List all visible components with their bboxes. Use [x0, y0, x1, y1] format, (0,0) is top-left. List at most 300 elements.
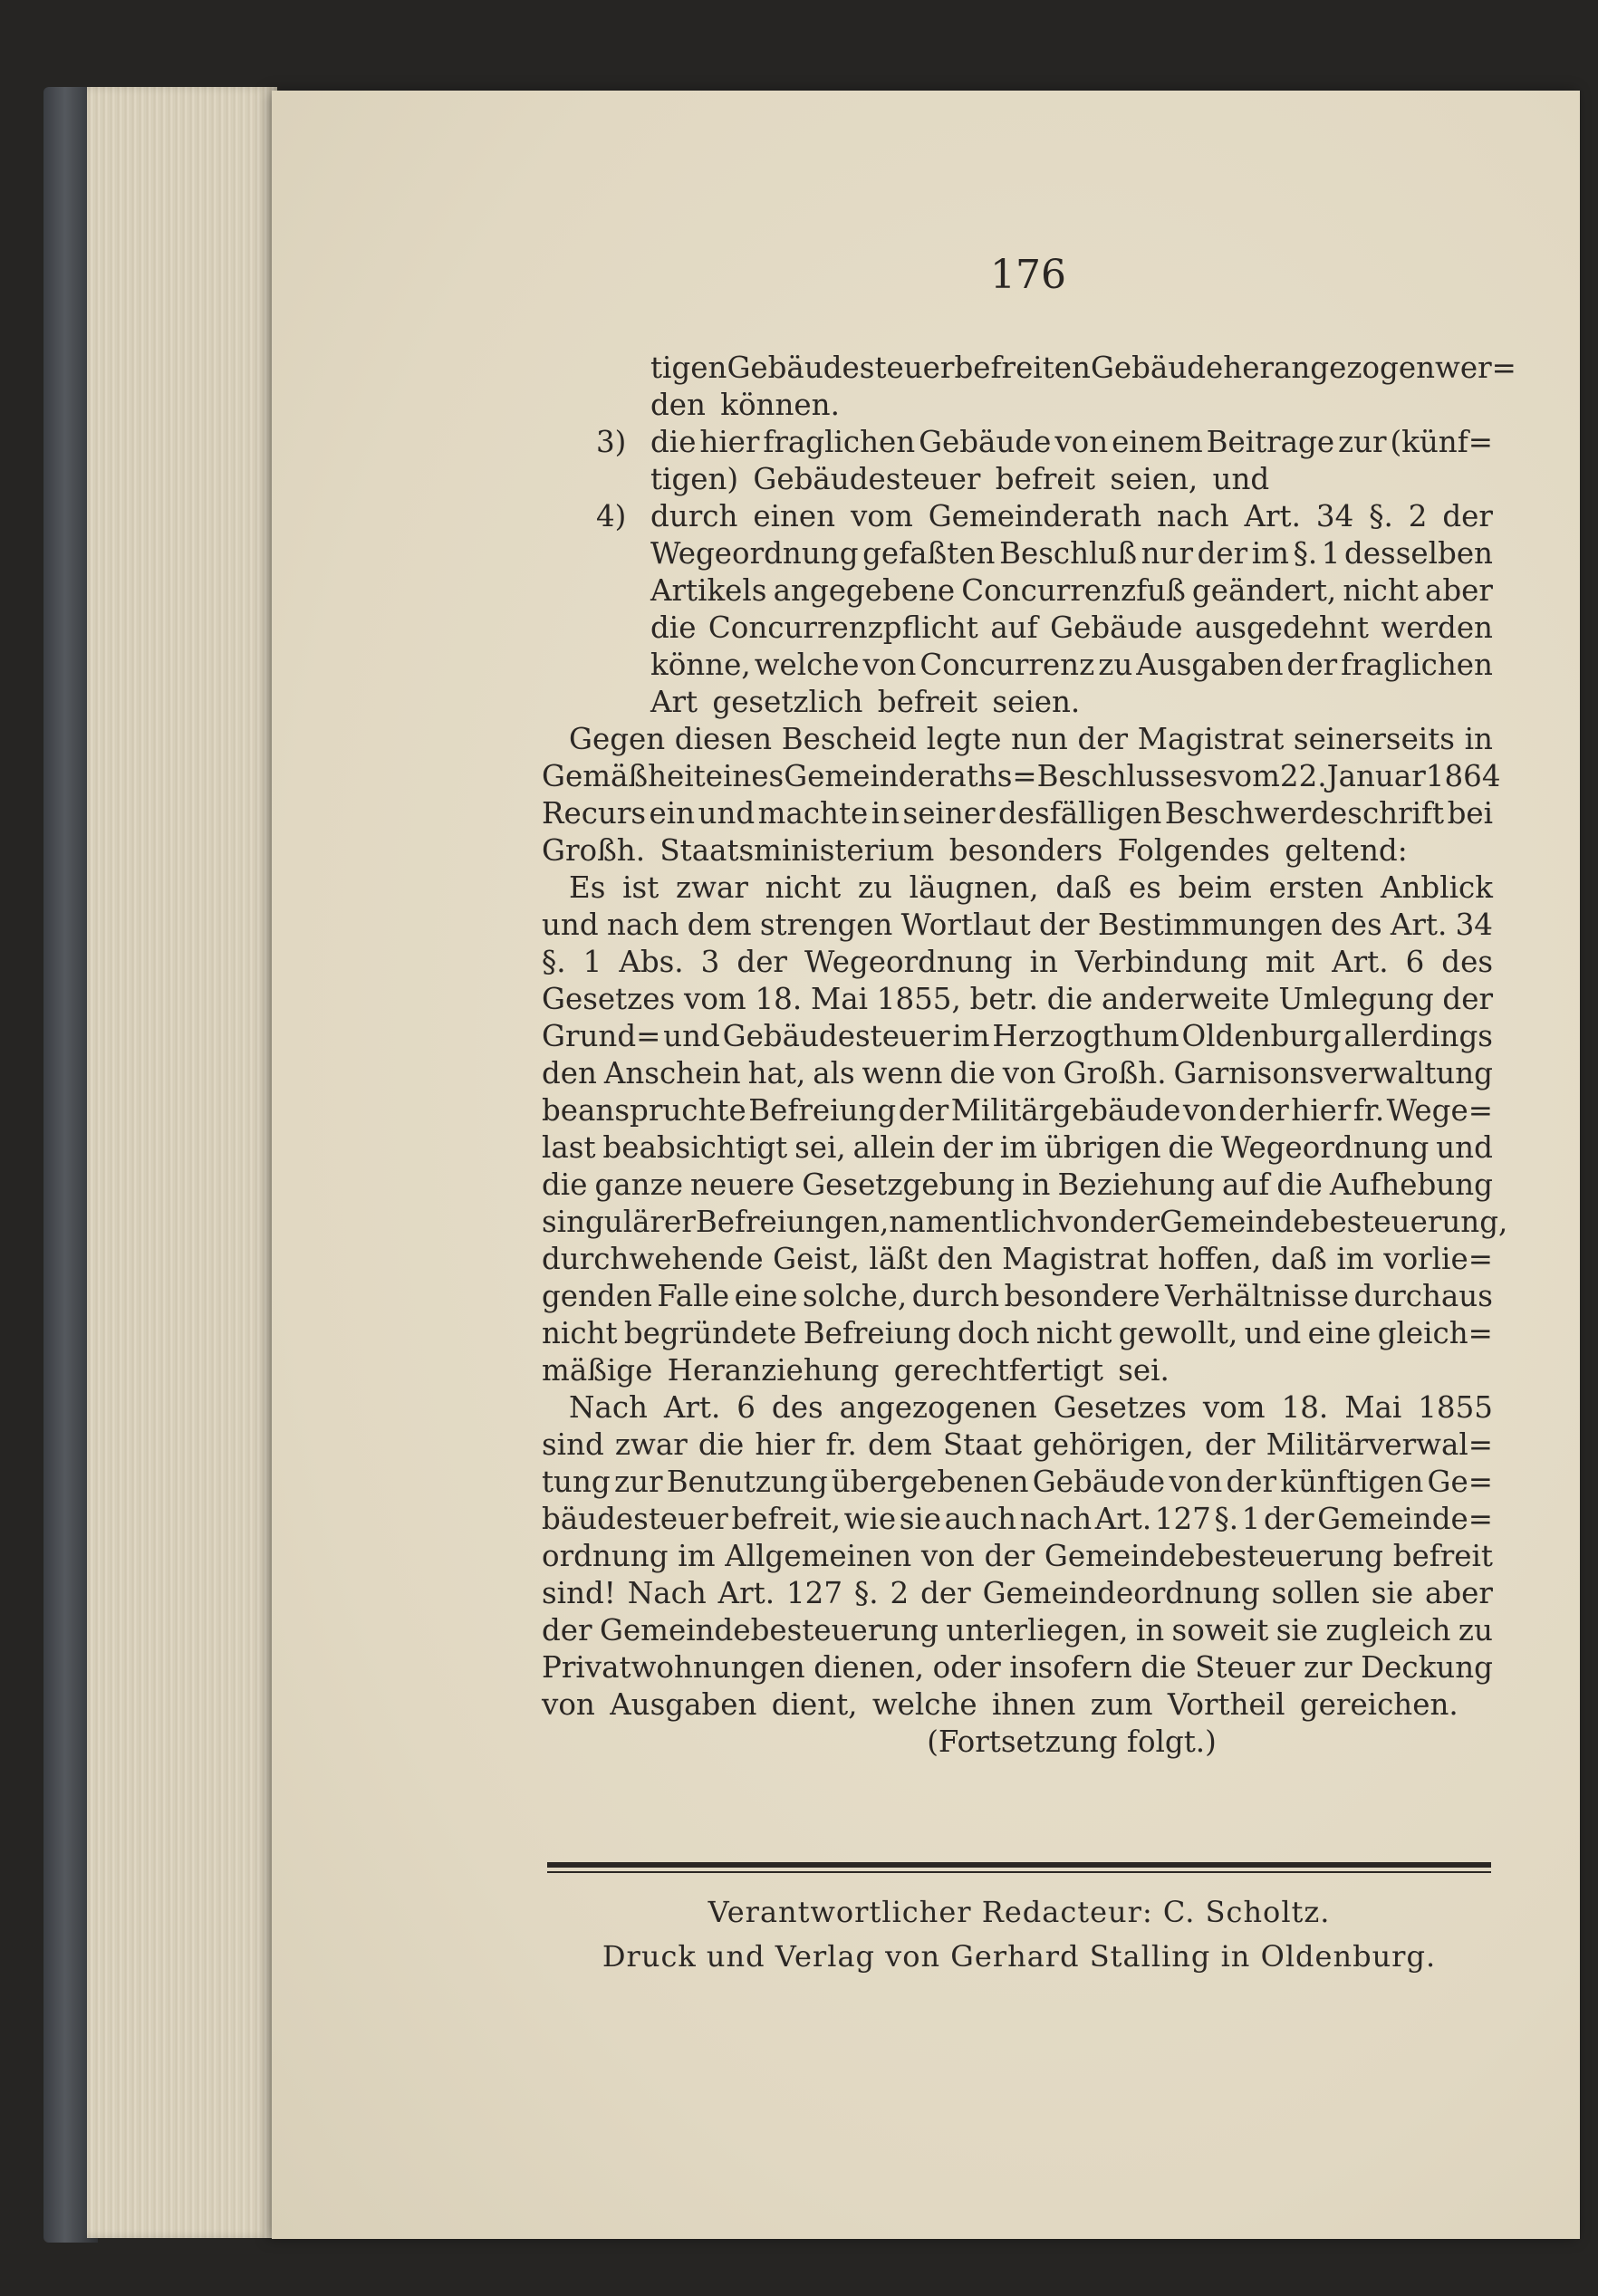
word: diesen	[674, 722, 773, 756]
word: nicht	[1343, 573, 1419, 608]
word: zu	[857, 870, 892, 905]
word: 34	[1315, 499, 1354, 533]
word: übergebenen	[831, 1465, 1029, 1499]
word: Gesetzes	[1053, 1390, 1187, 1425]
word: befreit,	[731, 1502, 842, 1536]
word: Befreiung	[803, 1316, 951, 1350]
word: desselben	[1344, 536, 1493, 571]
word: Nach	[569, 1390, 648, 1425]
word: Recurs	[542, 796, 647, 831]
word: Wortlaut	[900, 908, 1031, 942]
word: des	[771, 1390, 823, 1425]
word: machte	[757, 796, 869, 831]
word: §.	[1214, 1502, 1239, 1536]
word: sie	[1276, 1613, 1319, 1648]
word: im	[678, 1539, 716, 1573]
word: im	[952, 1019, 990, 1053]
word: Gesetzes	[542, 982, 676, 1016]
word: die	[542, 1167, 588, 1202]
word: sind!	[542, 1576, 616, 1610]
word: gehörigen,	[1033, 1427, 1194, 1462]
word: 127	[786, 1576, 843, 1610]
word: 6	[736, 1390, 756, 1425]
word: 6	[1405, 945, 1425, 979]
word: des	[1441, 945, 1493, 979]
list-marker: 3)	[596, 425, 627, 459]
word: gewollt,	[1118, 1316, 1238, 1350]
word: last	[542, 1130, 596, 1165]
text-line	[542, 498, 1493, 535]
word: von	[1054, 425, 1109, 459]
text-line	[542, 907, 1493, 944]
word: Benutzung	[666, 1465, 828, 1499]
word: geändert,	[1191, 573, 1337, 608]
word: Verhältnisse	[1165, 1279, 1350, 1313]
word: Wegeordnung	[650, 536, 859, 571]
text-line	[542, 610, 1493, 647]
word: unterliegen,	[946, 1613, 1129, 1648]
word: daß	[1055, 870, 1112, 905]
text-line	[542, 758, 1501, 795]
word: Gesetzgebung	[802, 1167, 1016, 1202]
word: Befreiungen,	[695, 1205, 890, 1239]
word: in	[1135, 1613, 1165, 1648]
text-line	[542, 944, 1493, 981]
word: seiner	[902, 796, 996, 831]
word: Verbindung	[1074, 945, 1248, 979]
word: nur	[1141, 536, 1194, 571]
word: und	[542, 908, 599, 942]
word: nach	[1019, 1502, 1093, 1536]
word: der	[1263, 1502, 1314, 1536]
text-line	[542, 461, 1493, 498]
word: §.	[853, 1576, 879, 1610]
word: Beschwerdeschrift	[1164, 796, 1445, 831]
word: 18.	[755, 982, 803, 1016]
line-text: den können.	[650, 388, 840, 422]
word: zu	[1098, 648, 1133, 682]
word: sind	[542, 1427, 604, 1462]
word: singulärer	[542, 1205, 696, 1239]
word: vom	[851, 499, 913, 533]
word: der	[1442, 499, 1493, 533]
word: Beschluß	[999, 536, 1138, 571]
text-line	[542, 1389, 1493, 1427]
word: vom	[1218, 759, 1280, 793]
word: Art.	[1332, 945, 1389, 979]
page-stack-edge	[87, 87, 277, 2238]
text-line	[542, 869, 1493, 907]
word: fraglichen	[1341, 648, 1493, 682]
word: nach	[1157, 499, 1229, 533]
word: der	[920, 1576, 971, 1610]
word: wie	[843, 1502, 897, 1536]
word: Garnisonsverwaltung	[1173, 1056, 1493, 1090]
word: §.	[542, 945, 566, 979]
imprint-line: Druck und Verlag von Gerhard Stalling in Oldenburg.	[602, 1939, 1437, 1974]
word: tung	[542, 1465, 611, 1499]
word: Magistrat	[1137, 722, 1285, 756]
word: eine	[1307, 1316, 1372, 1350]
word: und	[1436, 1130, 1493, 1165]
page-number: 176	[990, 252, 1066, 298]
word: der	[1109, 1205, 1160, 1239]
word: Oldenburg	[1181, 1019, 1342, 1053]
word: Bestimmungen	[1097, 908, 1323, 942]
word: Allgemeinen	[725, 1539, 912, 1573]
word: der	[1238, 1093, 1289, 1128]
word: Deckung	[1361, 1650, 1493, 1685]
word: herangezogen	[1223, 351, 1436, 385]
line-text: (Fortsetzung folgt.)	[927, 1724, 1217, 1759]
word: der	[1077, 722, 1129, 756]
word: Privatwohnungen	[542, 1650, 805, 1685]
word: hier	[755, 1427, 815, 1462]
word: die	[650, 425, 697, 459]
text-line	[542, 387, 1493, 424]
word: sie	[899, 1502, 942, 1536]
word: den	[937, 1242, 993, 1276]
text-line	[542, 1464, 1493, 1501]
word: gefaßten	[862, 536, 996, 571]
word: Art.	[1094, 1502, 1152, 1536]
word: hoffen,	[1158, 1242, 1262, 1276]
word: im	[999, 1130, 1037, 1165]
word: namentlich	[889, 1205, 1056, 1239]
word: Januar	[1326, 759, 1426, 793]
word: genden	[542, 1279, 652, 1313]
word: Gebäude	[919, 425, 1052, 459]
word: Herzogthum	[992, 1019, 1179, 1053]
word: künftigen	[1280, 1465, 1424, 1499]
word: in	[871, 796, 900, 831]
word: Großh.	[1063, 1056, 1167, 1090]
word: betr.	[969, 982, 1038, 1016]
word: zur	[1303, 1650, 1353, 1685]
word: 2	[1408, 499, 1428, 533]
footer-rule-thick	[547, 1862, 1491, 1868]
word: Nach	[627, 1576, 707, 1610]
word: Militärverwal=	[1266, 1427, 1493, 1462]
word: Art.	[1390, 908, 1448, 942]
word: Concurrenzpflicht	[708, 610, 978, 645]
word: welche	[754, 648, 860, 682]
word: Gemeindebesteuerung	[599, 1613, 939, 1648]
word: Gebäude	[1032, 1465, 1166, 1499]
word: Mai	[1344, 1390, 1402, 1425]
word: durch	[911, 1279, 1000, 1313]
text-line	[542, 1501, 1493, 1538]
word: auch	[944, 1502, 1017, 1536]
word: hier	[699, 425, 760, 459]
word: Es	[569, 870, 606, 905]
word: Beziehung	[1057, 1167, 1215, 1202]
word: eines	[705, 759, 785, 793]
word: angegebene	[773, 573, 956, 608]
word: Gebäudesteuer	[722, 1019, 950, 1053]
word: von	[920, 1539, 975, 1573]
word: Magistrat	[1002, 1242, 1149, 1276]
word: Wegeordnung	[804, 945, 1013, 979]
word: 3	[700, 945, 720, 979]
word: Gebäudesteuer	[727, 351, 955, 385]
word: durchwehende	[542, 1242, 764, 1276]
word: desfälligen	[997, 796, 1162, 831]
word: dienen,	[813, 1650, 925, 1685]
word: Concurrenz	[919, 648, 1095, 682]
text-line	[542, 684, 1493, 721]
word: auf	[990, 610, 1038, 645]
text-line	[542, 1612, 1493, 1649]
word: Geist,	[773, 1242, 860, 1276]
word: im	[1336, 1242, 1374, 1276]
word: Aufhebung	[1329, 1167, 1493, 1202]
word: fr.	[825, 1427, 857, 1462]
text-line	[542, 1204, 1508, 1241]
word: Gemeindeordnung	[982, 1576, 1260, 1610]
text-line	[542, 1686, 1493, 1724]
word: §.	[1369, 499, 1393, 533]
word: aber	[1424, 573, 1493, 608]
text-line	[542, 1538, 1493, 1575]
text-line	[542, 1427, 1493, 1464]
word: wenn	[862, 1056, 943, 1090]
word: den	[542, 1056, 597, 1090]
word: als	[813, 1056, 855, 1090]
word: zwar	[614, 1427, 688, 1462]
word: der	[942, 1130, 993, 1165]
editor-line: Verantwortlicher Redacteur: C. Scholtz.	[708, 1895, 1331, 1929]
word: vorlie=	[1383, 1242, 1493, 1276]
word: einen	[753, 499, 836, 533]
word: der	[1286, 648, 1338, 682]
word: nicht	[765, 870, 842, 905]
word: Abs.	[619, 945, 684, 979]
word: dem	[687, 908, 752, 942]
word: der	[1039, 908, 1090, 942]
word: vom	[1202, 1390, 1266, 1425]
word: tigen	[650, 351, 727, 385]
word: nach	[606, 908, 679, 942]
word: in	[1022, 1167, 1051, 1202]
word: 1855,	[876, 982, 961, 1016]
word: es	[1128, 870, 1161, 905]
word: Gebäude	[1050, 610, 1183, 645]
word: sollen	[1271, 1576, 1360, 1610]
word: die	[949, 1056, 996, 1090]
word: solche,	[802, 1279, 908, 1313]
text-line	[542, 832, 1493, 869]
word: angezogenen	[839, 1390, 1037, 1425]
word: allerdings	[1343, 1019, 1493, 1053]
word: Gebäude	[1090, 351, 1224, 385]
word: Gegen	[569, 722, 666, 756]
word: der	[984, 1539, 1035, 1573]
word: beanspruchte	[542, 1093, 746, 1128]
word: zur	[613, 1465, 663, 1499]
word: 1	[1241, 1502, 1261, 1536]
word: ersten	[1268, 870, 1364, 905]
word: wer=	[1435, 351, 1516, 385]
word: 1	[582, 945, 602, 979]
word: Militärgebäude	[950, 1093, 1181, 1128]
word: 22.	[1279, 759, 1327, 793]
word: durchaus	[1353, 1279, 1493, 1313]
word: ganze	[594, 1167, 683, 1202]
word: ist	[622, 870, 659, 905]
word: 1855	[1418, 1390, 1493, 1425]
text-line	[542, 981, 1493, 1018]
word: sei,	[794, 1130, 846, 1165]
line-text: tigen) Gebäudesteuer befreit seien, und	[650, 462, 1270, 496]
word: zwar	[676, 870, 748, 905]
text-line	[542, 350, 1516, 387]
word: einem	[1112, 425, 1203, 459]
text-line	[542, 721, 1493, 758]
text-line	[542, 1649, 1493, 1686]
word: von	[1055, 1205, 1110, 1239]
word: gleich=	[1377, 1316, 1493, 1350]
text-line	[542, 1129, 1493, 1167]
word: des	[1330, 908, 1382, 942]
word: nicht	[542, 1316, 618, 1350]
text-line	[542, 1352, 1493, 1389]
word: 34	[1455, 908, 1493, 942]
word: Falle	[657, 1279, 730, 1313]
word: der	[1197, 536, 1248, 571]
word: oder	[932, 1650, 1001, 1685]
word: dem	[867, 1427, 932, 1462]
word: werden	[1381, 610, 1493, 645]
word: Artikels	[650, 573, 767, 608]
word: Gemeindebesteuerung,	[1160, 1205, 1508, 1239]
word: Grund=	[542, 1019, 661, 1053]
text-line	[542, 795, 1493, 832]
text-line	[542, 1167, 1493, 1204]
text-line	[542, 1018, 1493, 1055]
footer-rule-thin	[547, 1871, 1491, 1873]
word: ordnung	[542, 1539, 669, 1573]
word: Staat	[942, 1427, 1023, 1462]
word: 2	[890, 1576, 910, 1610]
word: durch	[650, 499, 738, 533]
word: auf	[1222, 1167, 1270, 1202]
word: seinerseits	[1293, 722, 1455, 756]
line-text: Art gesetzlich befreit seien.	[650, 685, 1081, 719]
text-line	[542, 1241, 1493, 1278]
word: zugleich	[1325, 1613, 1451, 1648]
word: Wege=	[1386, 1093, 1493, 1128]
word: 1	[1321, 536, 1341, 571]
body-text	[542, 350, 1516, 1761]
word: bei	[1447, 796, 1493, 831]
word: im	[1251, 536, 1289, 571]
word: Art.	[1244, 499, 1301, 533]
word: Gemäßheit	[542, 759, 706, 793]
word: legte	[926, 722, 1002, 756]
word: zur	[1338, 425, 1387, 459]
text-line	[542, 424, 1493, 461]
word: beim	[1178, 870, 1252, 905]
word: und	[663, 1019, 720, 1053]
word: soweit	[1171, 1613, 1269, 1648]
word: Befreiung	[748, 1093, 897, 1128]
text-line	[542, 1092, 1493, 1129]
word: beabsichtigt	[602, 1130, 788, 1165]
word: insofern	[1009, 1650, 1132, 1685]
word: §.	[1293, 536, 1318, 571]
text-line	[542, 1315, 1493, 1352]
word: die	[1141, 1650, 1187, 1685]
word: Steuer	[1195, 1650, 1295, 1685]
word: anderweite	[1101, 982, 1270, 1016]
word: der	[1442, 982, 1493, 1016]
word: der	[1204, 1427, 1256, 1462]
word: der	[736, 945, 787, 979]
word: aber	[1425, 1576, 1493, 1610]
word: doch	[958, 1316, 1030, 1350]
word: daß	[1270, 1242, 1327, 1276]
word: die	[1046, 982, 1093, 1016]
word: Mai	[810, 982, 868, 1016]
word: die	[1168, 1130, 1214, 1165]
word: strengen	[759, 908, 893, 942]
word: läßt	[869, 1242, 928, 1276]
word: von	[862, 648, 917, 682]
text-line	[542, 572, 1493, 610]
word: besondere	[1004, 1279, 1160, 1313]
word: (künf=	[1390, 425, 1493, 459]
line-text: Großh. Staatsministerium besonders Folgendes geltend:	[542, 833, 1408, 868]
word: die	[1276, 1167, 1323, 1202]
word: Gemeinderath	[928, 499, 1142, 533]
word: fr.	[1353, 1093, 1385, 1128]
word: der	[542, 1613, 592, 1648]
word: neuere	[690, 1167, 795, 1202]
word: 1864	[1425, 759, 1501, 793]
word: 18.	[1281, 1390, 1329, 1425]
text-line	[542, 1724, 1493, 1761]
word: eine	[734, 1279, 798, 1313]
word: allein	[852, 1130, 936, 1165]
text-line	[542, 647, 1493, 684]
line-text: von Ausgaben dient, welche ihnen zum Vortheil gereichen.	[542, 1687, 1458, 1722]
word: nun	[1011, 722, 1068, 756]
word: Anblick	[1381, 870, 1493, 905]
word: der	[898, 1093, 949, 1128]
word: begründete	[623, 1316, 797, 1350]
word: Bescheid	[781, 722, 918, 756]
word: läugnen,	[909, 870, 1039, 905]
word: könne,	[650, 648, 751, 682]
word: Ausgaben	[1136, 648, 1284, 682]
word: von	[1182, 1093, 1237, 1128]
word: Anschein	[603, 1056, 741, 1090]
text-line	[542, 1575, 1493, 1612]
word: fraglichen	[763, 425, 916, 459]
word: Gemeinderaths=Beschlusses	[784, 759, 1218, 793]
word: von	[1169, 1465, 1223, 1499]
word: befreiten	[954, 351, 1091, 385]
word: der	[1226, 1465, 1277, 1499]
word: und	[1244, 1316, 1302, 1350]
list-marker: 4)	[596, 499, 627, 533]
word: hier	[1291, 1093, 1352, 1128]
word: in	[1029, 945, 1058, 979]
word: hat,	[747, 1056, 806, 1090]
text-line	[542, 535, 1493, 572]
word: Gemeindebesteuerung	[1044, 1539, 1383, 1573]
